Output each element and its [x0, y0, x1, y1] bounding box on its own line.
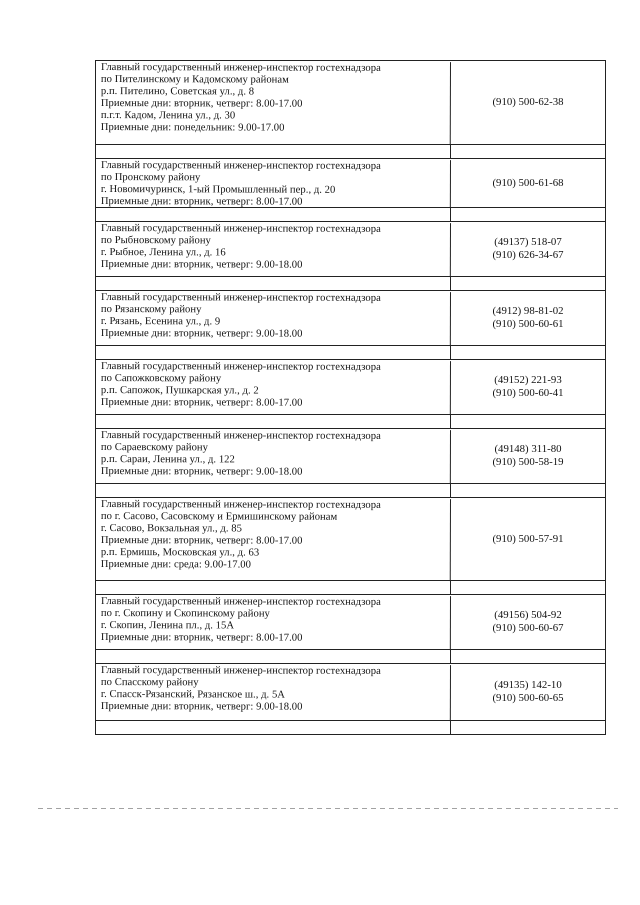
- spacer-cell: [96, 484, 451, 497]
- inspector-title: Главный государственный инженер-инспектор гостехнадзора: [100, 361, 381, 373]
- phone-cell: [451, 291, 605, 345]
- office-info-line: по Рязанскому району: [100, 304, 202, 316]
- spacer-cell: [451, 581, 605, 594]
- phone-cell: [451, 595, 605, 649]
- spacer-cell: [451, 650, 605, 663]
- spacer-cell: [96, 650, 451, 663]
- spacer-cell: [451, 208, 605, 221]
- office-info-line: р.п. Ермишь, Московская ул., д. 63: [100, 547, 260, 559]
- office-info-cell: [96, 291, 451, 346]
- table-row: [95, 291, 606, 346]
- office-info-line: Приемные дни: среда: 9.00-17.00: [100, 559, 251, 571]
- inspector-title: Главный государственный инженер-инспектор гостехнадзора: [100, 665, 381, 677]
- table-row: [95, 61, 606, 145]
- inspector-title: Главный государственный инженер-инспектор гостехнадзора: [100, 292, 381, 304]
- phone-number: (910) 500-61-68: [492, 176, 564, 189]
- office-info-line: Приемные дни: вторник, четверг: 9.00-18.00: [100, 701, 303, 713]
- office-info-cell: [96, 159, 451, 208]
- office-info-line: Приемные дни: вторник, четверг: 9.00-18.00: [100, 466, 303, 478]
- office-info-line: Приемные дни: вторник, четверг: 8.00-17.00: [100, 98, 303, 110]
- office-info-line: р.п. Сапожок, Пушкарская ул., д. 2: [100, 385, 259, 397]
- office-info-line: г. Сасово, Вокзальная ул., д. 85: [100, 523, 242, 535]
- inspector-title: Главный государственный инженер-инспектор гостехнадзора: [100, 62, 381, 74]
- office-info-line: Приемные дни: вторник, четверг: 8.00-17.00: [100, 196, 303, 208]
- office-info-line: по г. Скопину и Скопинскому району: [100, 608, 270, 620]
- office-info-cell: [96, 360, 451, 415]
- spacer-cell: [96, 346, 451, 359]
- spacer-cell: [96, 208, 451, 221]
- office-info-cell: [96, 429, 451, 484]
- office-info-line: р.п. Сараи, Ленина ул., д. 122: [100, 454, 235, 466]
- table-row: [95, 429, 606, 484]
- phone-number: (49156) 504-92: [494, 609, 562, 621]
- table-row: [95, 595, 606, 650]
- table-row: [95, 664, 606, 721]
- office-info-line: по Сапожковскому району: [100, 373, 222, 385]
- table-row: [95, 360, 606, 415]
- phone-cell: [451, 61, 605, 144]
- office-info-line: по Сараевскому району: [100, 442, 209, 454]
- spacer-row: [95, 277, 606, 291]
- inspector-title: Главный государственный инженер-инспектор гостехнадзора: [100, 499, 381, 511]
- office-info-line: по Спасскому району: [100, 677, 199, 689]
- spacer-cell: [96, 415, 451, 428]
- spacer-cell: [451, 277, 605, 290]
- office-info-cell: [96, 222, 451, 277]
- office-info-line: г. Рыбное, Ленина ул., д. 16: [100, 247, 226, 259]
- office-info-line: по Пителинскому и Кадомскому районам: [100, 74, 289, 86]
- phone-number: (49137) 518-07: [494, 236, 562, 248]
- phone-number: (910) 626-34-67: [492, 249, 564, 261]
- office-info-line: Приемные дни: вторник, четверг: 9.00-18.00: [100, 259, 303, 271]
- phone-cell: [451, 159, 605, 207]
- spacer-cell: [451, 415, 605, 428]
- inspector-title: Главный государственный инженер-инспектор гостехнадзора: [100, 596, 381, 608]
- office-info-line: Приемные дни: вторник, четверг: 9.00-18.00: [100, 328, 303, 340]
- spacer-row: [95, 721, 606, 735]
- phone-number: (910) 500-62-38: [492, 96, 564, 108]
- spacer-cell: [96, 277, 451, 290]
- spacer-cell: [96, 721, 451, 734]
- office-info-line: по Пронскому району: [100, 172, 201, 184]
- office-info-line: по г. Сасово, Сасовскому и Ермишинскому районам: [100, 511, 338, 523]
- spacer-cell: [96, 145, 451, 158]
- spacer-row: [95, 208, 606, 222]
- office-info-line: по Рыбновскому району: [100, 235, 211, 247]
- phone-cell: [451, 429, 605, 483]
- spacer-row: [95, 581, 606, 595]
- office-info-line: п.г.т. Кадом, Ленина ул., д. 30: [100, 110, 236, 122]
- office-info-line: г. Новомичуринск, 1-ый Промышленный пер., д. 20: [100, 184, 336, 196]
- phone-cell: [451, 360, 605, 414]
- phone-number: (49152) 221-93: [494, 374, 562, 386]
- phone-number: (910) 500-60-61: [492, 318, 564, 330]
- phone-cell: [451, 498, 605, 580]
- office-info-line: р.п. Пителино, Советская ул., д. 8: [100, 86, 255, 98]
- office-info-cell: [96, 664, 451, 721]
- phone-number: (910) 500-60-67: [492, 622, 564, 634]
- inspector-title: Главный государственный инженер-инспектор гостехнадзора: [100, 223, 381, 235]
- spacer-row: [95, 346, 606, 360]
- office-info-line: Приемные дни: понедельник: 9.00-17.00: [100, 122, 285, 134]
- spacer-cell: [451, 346, 605, 359]
- spacer-cell: [451, 721, 605, 734]
- phone-cell: [451, 222, 605, 276]
- table-row: [95, 159, 606, 208]
- office-info-line: Приемные дни: вторник, четверг: 8.00-17.00: [100, 397, 303, 409]
- office-info-cell: [96, 595, 451, 650]
- spacer-cell: [451, 145, 605, 158]
- spacer-row: [95, 650, 606, 664]
- office-info-line: г. Спасск-Рязанский, Рязанское ш., д. 5А: [100, 689, 286, 701]
- spacer-row: [95, 484, 606, 498]
- page-footer-rule: [38, 808, 618, 809]
- office-info-line: Приемные дни: вторник, четверг: 8.00-17.00: [100, 535, 303, 547]
- inspector-title: Главный государственный инженер-инспектор гостехнадзора: [100, 430, 381, 442]
- phone-number: (910) 500-60-65: [492, 692, 564, 704]
- office-info-line: г. Рязань, Есенина ул., д. 9: [100, 316, 221, 328]
- phone-cell: [451, 664, 605, 720]
- phone-number: (910) 500-57-91: [492, 532, 564, 545]
- spacer-cell: [96, 581, 451, 594]
- phone-number: (4912) 98-81-02: [492, 305, 564, 317]
- phone-number: (910) 500-58-19: [492, 456, 564, 468]
- inspector-title: Главный государственный инженер-инспектор гостехнадзора: [100, 160, 381, 172]
- phone-number: (49148) 311-80: [494, 443, 562, 455]
- office-info-cell: [96, 498, 451, 581]
- office-info-line: Приемные дни: вторник, четверг: 8.00-17.00: [100, 632, 303, 644]
- phone-number: (910) 500-60-41: [492, 387, 564, 399]
- office-info-line: г. Скопин, Ленина пл., д. 15А: [100, 620, 235, 632]
- spacer-row: [95, 415, 606, 429]
- office-info-cell: [96, 61, 451, 145]
- spacer-cell: [451, 484, 605, 497]
- phone-number: (49135) 142-10: [494, 679, 562, 691]
- table-row: [95, 222, 606, 277]
- spacer-row: [95, 145, 606, 159]
- inspectors-table: [95, 60, 606, 735]
- table-row: [95, 498, 606, 581]
